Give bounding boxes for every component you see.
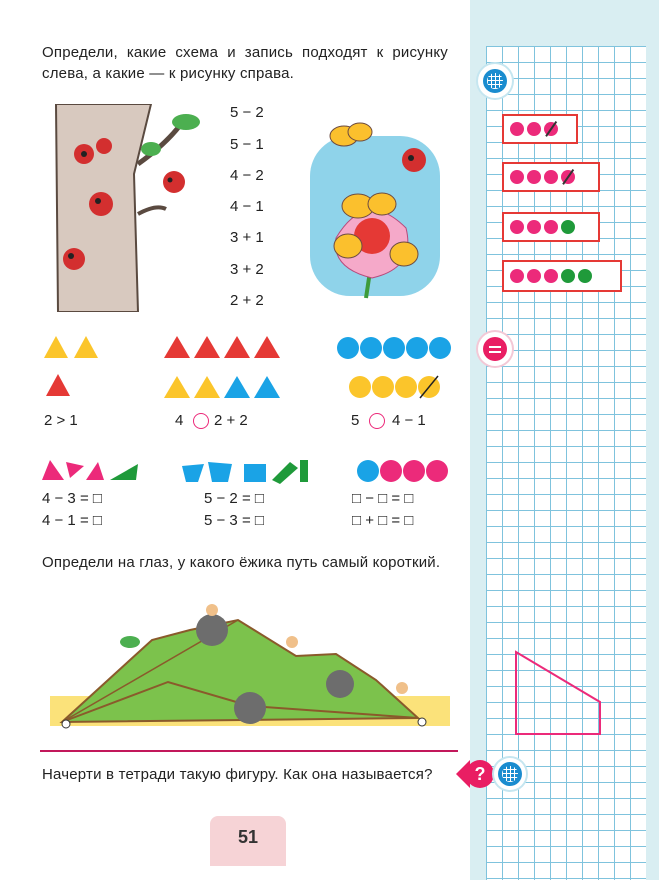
section-divider	[40, 750, 458, 752]
expression-5: 3 + 1	[230, 229, 264, 246]
compare-mid-b: 2 + 2	[214, 412, 248, 429]
crossed-pink-dot	[561, 170, 575, 184]
scheme-chip-4	[502, 260, 622, 292]
scheme-chip-3	[502, 212, 600, 242]
trapezoid-figure	[514, 650, 604, 740]
compare-scale-icon[interactable]	[478, 332, 512, 366]
expression-4: 4 − 1	[230, 198, 264, 215]
pink-dot	[510, 122, 524, 136]
page-number: 51	[210, 816, 286, 866]
pink-dot	[527, 122, 541, 136]
expression-1: 5 − 2	[230, 104, 264, 121]
pink-dot	[527, 170, 541, 184]
pink-dot	[527, 269, 541, 283]
left-equation-2: 4 − 1 = □	[42, 512, 102, 529]
mid-equation-2: 5 − 3 = □	[204, 512, 264, 529]
green-dot	[561, 220, 575, 234]
scheme-chip-2	[502, 162, 600, 192]
pink-dot	[510, 220, 524, 234]
butterflies-flower-picture	[306, 118, 446, 308]
pink-dot	[510, 269, 524, 283]
grid-globe-icon[interactable]	[494, 758, 526, 790]
green-dot	[561, 269, 575, 283]
right-equation-1: □ − □ = □	[352, 490, 414, 507]
pink-dot	[544, 220, 558, 234]
compare-circle-mid[interactable]	[193, 413, 209, 429]
question-icon[interactable]: ?	[466, 760, 494, 788]
expression-2: 5 − 1	[230, 136, 264, 153]
compare-left: 2 > 1	[44, 412, 78, 429]
left-equation-1: 4 − 3 = □	[42, 490, 102, 507]
compare-right-a: 5	[351, 412, 360, 429]
green-dot	[578, 269, 592, 283]
mid-equation-1: 5 − 2 = □	[204, 490, 264, 507]
compare-mid-a: 4	[175, 412, 184, 429]
task4-instruction: Определи на глаз, у какого ёжика путь самый короткий.	[42, 554, 441, 571]
tree-ladybugs-picture	[46, 104, 216, 312]
pink-dot	[527, 220, 541, 234]
scheme-chip-1	[502, 114, 578, 144]
hedgehog-hills-picture	[40, 600, 460, 740]
task1-instruction: Определи, какие схема и запись подходят к рисунку слева, а какие — к рисунку справа.	[42, 44, 448, 82]
shapes-grouping-row	[40, 456, 460, 486]
expression-6: 3 + 2	[230, 261, 264, 278]
grid-globe-icon[interactable]	[478, 64, 512, 98]
task5-instruction: Начерти в тетради такую фигуру. Как она называется?	[42, 766, 433, 783]
pink-dot	[544, 269, 558, 283]
pink-dot	[510, 170, 524, 184]
compare-right-b: 4 − 1	[392, 412, 426, 429]
crossed-pink-dot	[544, 122, 558, 136]
right-equation-2: □ + □ = □	[352, 512, 414, 529]
expression-7: 2 + 2	[230, 292, 264, 309]
shapes-comparison-row	[40, 332, 460, 402]
expression-3: 4 − 2	[230, 167, 264, 184]
pink-dot	[544, 170, 558, 184]
compare-circle-right[interactable]	[369, 413, 385, 429]
